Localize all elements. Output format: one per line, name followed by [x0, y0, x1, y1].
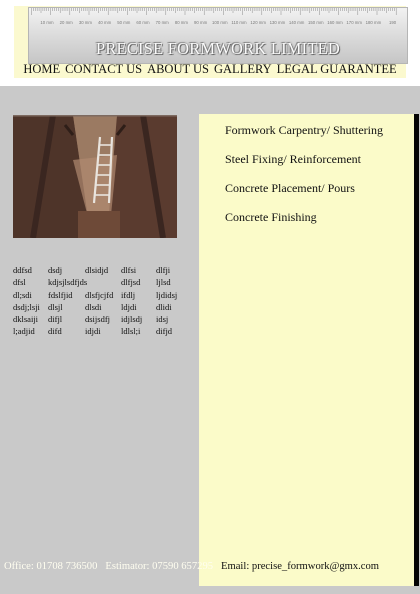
ruler-label: 60 mm	[136, 20, 150, 25]
grid-cell: dlsidjd	[85, 265, 109, 275]
grid-cell: difd	[48, 326, 62, 337]
grid-row	[13, 325, 193, 337]
grid-cell: dlsjl	[48, 301, 63, 312]
grid-row	[13, 313, 193, 325]
excavation-photo-icon	[13, 115, 177, 238]
grid-cell: dsijsdfj	[85, 314, 111, 325]
grid-cell: dsdj;lsji	[13, 301, 40, 312]
services-list	[225, 123, 410, 239]
ruler-label: 40 mm	[98, 20, 112, 25]
ruler-label: 90 mm	[194, 20, 208, 25]
grid-cell: ldjdi	[121, 301, 137, 312]
ruler-label: 20 mm	[59, 20, 73, 25]
ruler-label: 160 mm	[327, 20, 343, 25]
grid-cell	[85, 276, 121, 288]
ruler-label: 70 mm	[155, 20, 169, 25]
company-name: PRECISE FORMWORK LIMITED	[95, 39, 341, 58]
ruler-label: 110 mm	[231, 20, 247, 25]
grid-cell: ldlsl;i	[121, 326, 141, 337]
grid-cell: dlidi	[156, 301, 172, 312]
ruler-graphic	[28, 7, 408, 64]
grid-cell: idsj	[156, 314, 169, 325]
grid-cell: ifdlj	[121, 289, 136, 300]
nav-gallery[interactable]: GALLERY	[214, 62, 272, 76]
grid-cell: dlfsi	[121, 265, 137, 275]
grid-cell: idjdi	[85, 326, 101, 337]
grid-cell: dklsaiji	[13, 314, 39, 325]
grid-row	[13, 264, 193, 276]
contact-footer	[4, 561, 379, 572]
main-content	[0, 86, 420, 594]
grid-row	[13, 276, 193, 288]
footer-office-phone: Office: 01708 736500	[4, 561, 98, 572]
ruler-label: 170 mm	[346, 20, 362, 25]
nav-legal-guarantee[interactable]: LEGAL GUARANTEE	[276, 62, 397, 76]
service-item[interactable]: Formwork Carpentry/ Shuttering	[225, 123, 383, 137]
grid-row	[13, 301, 193, 313]
ruler-label: 180 mm	[365, 20, 382, 25]
grid-cell: dsdj	[48, 265, 63, 275]
service-item[interactable]: Concrete Finishing	[225, 210, 317, 224]
ruler-label: 30 mm	[78, 20, 92, 25]
grid-cell: ljlsd	[156, 277, 171, 288]
ruler-label: 80 mm	[174, 20, 188, 25]
grid-cell: dlsdi	[85, 301, 102, 312]
grid-cell: idjlsdj	[121, 314, 143, 325]
ruler-label: 120 mm	[250, 20, 266, 25]
grid-row	[13, 289, 193, 301]
nav-contact-us[interactable]: CONTACT US	[65, 62, 143, 76]
grid-cell: dlsfjcjfd	[85, 289, 114, 300]
grid-cell: ddfsd	[13, 265, 32, 275]
ruler-label: 10 mm	[40, 20, 54, 25]
site-photo	[13, 115, 177, 238]
grid-cell: difjd	[156, 326, 173, 337]
main-nav	[14, 62, 406, 77]
grid-cell: kdjsjlsdfjds	[48, 277, 88, 288]
ruler-label: 190	[389, 20, 397, 25]
grid-cell: dl;sdi	[13, 289, 32, 300]
nav-home[interactable]: HOME	[23, 62, 61, 76]
ruler-label: 140 mm	[288, 20, 305, 25]
header-banner	[14, 6, 406, 78]
ruler-label: 50 mm	[117, 20, 131, 25]
service-item[interactable]: Steel Fixing/ Reinforcement	[225, 152, 361, 166]
services-panel	[199, 114, 419, 586]
grid-cell: ljdidsj	[156, 289, 178, 300]
nav-about-us[interactable]: ABOUT US	[147, 62, 209, 76]
footer-email[interactable]: Email: precise_formwork@gmx.com	[221, 561, 380, 572]
service-item[interactable]: Concrete Placement/ Pours	[225, 181, 355, 195]
ruler-label: 100 mm	[212, 20, 228, 25]
grid-cell: difjl	[48, 314, 63, 325]
grid-cell: l;adjid	[13, 326, 35, 337]
grid-cell: dlfjsd	[121, 277, 141, 288]
ruler-label: 150 mm	[308, 20, 324, 25]
text-grid	[13, 264, 193, 338]
grid-cell: dlfji	[156, 265, 171, 275]
footer-estimator-phone: Estimator: 07590 657295	[105, 561, 214, 572]
ruler-label: 130 mm	[269, 20, 286, 25]
grid-cell: dfsl	[13, 277, 26, 288]
grid-cell: fdslfjid	[48, 289, 73, 300]
